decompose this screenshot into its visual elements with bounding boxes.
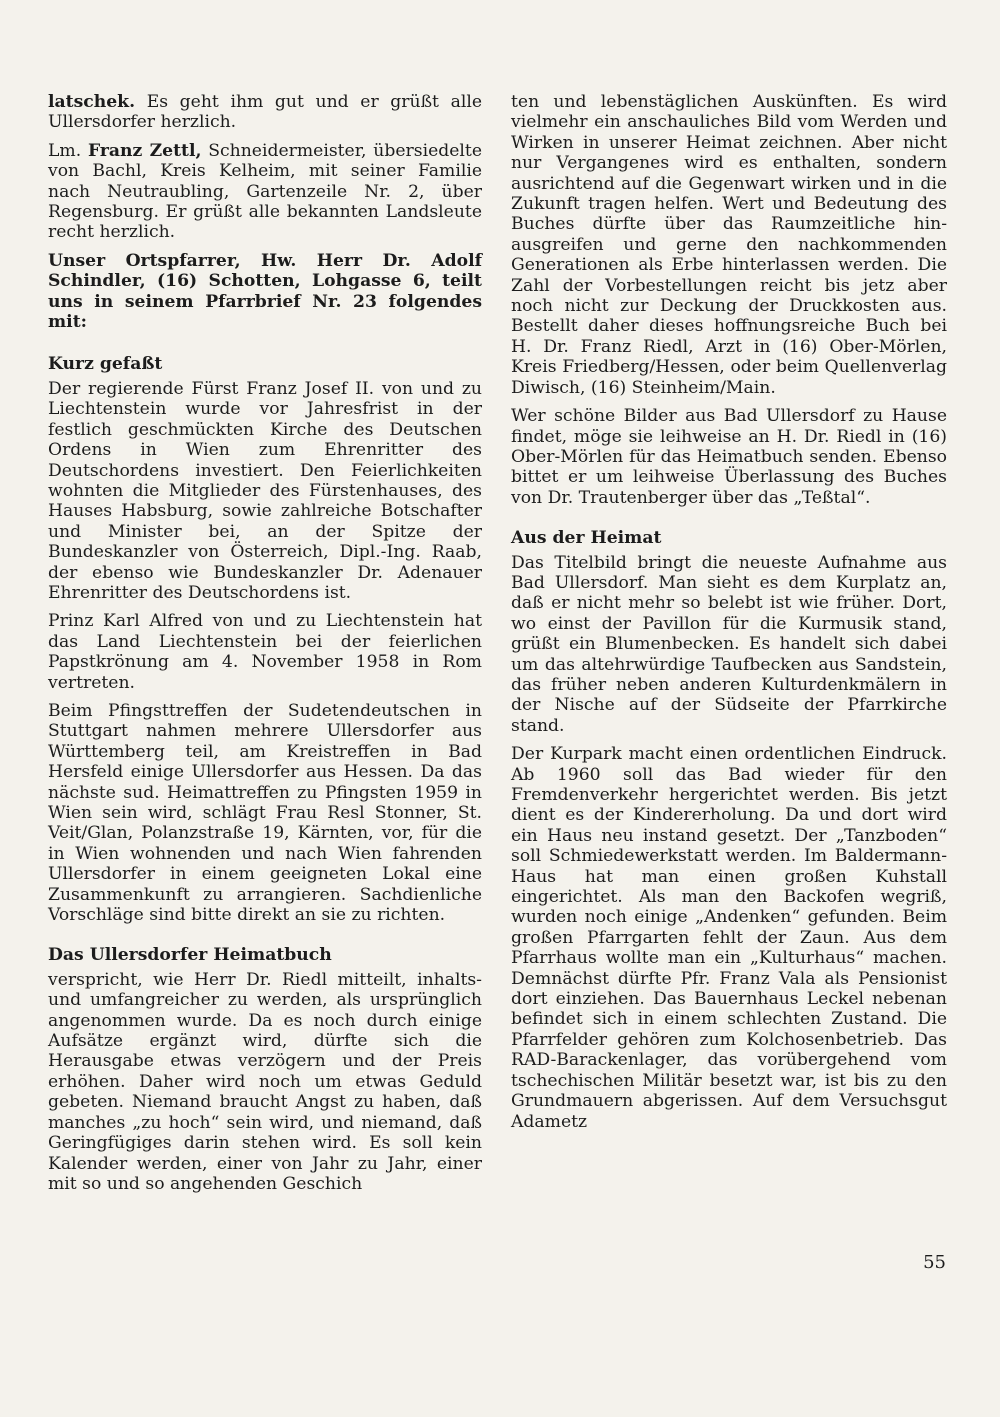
paragraph: ten und lebenstäglichen Auskünften. Es wird vielmehr ein anschauliches Bild vom Werden und Wirken in unserer Heimat zeichnen. Aber nicht nur Vergangenes wird es enthalten, sondern ausrichtend auf die Gegenwart wirken und in die Zukunft tragen helfen. Wert und Bedeutung des Buches dürfte über das Raumzeitliche hinausgreifen und gerne den nachkommenden Generationen als Erbe hinterlassen werden. Die Zahl der Vorbestellungen reicht bis jetz aber noch nicht zur Deckung der Druckkosten aus. Bestellt daher dieses hoffnungsreiche Buch bei H. Dr. Franz Riedl, Arzt in (16) Ober-Mörlen, Kreis Friedberg/Hessen, oder beim Quellenverlag Diwisch, (16) Steinheim/Main. [511,92,947,398]
paragraph: Prinz Karl Alfred von und zu Liechtenstein hat das Land Liechtenstein bei der feierlichen Papstkrönung am 4. November 1958 in Rom vertreten. [48,611,482,693]
paragraph: Der regierende Fürst Franz Josef II. von und zu Liechtenstein wurde vor Jahresfrist in der festlich geschmückten Kirche des Deutschen Ordens in Wien zum Ehrenritter des Deutschordens investiert. Den Feierlichkeiten wohnten die Mitglieder des Fürstenhauses, des Hauses Habsburg, sowie zahlreiche Botschafter und Minister bei, an der Spitze der Bundeskanzler von Österreich, Dipl.-Ing. Raab, der ebenso wie Bundeskanzler Dr. Adenauer Ehrenritter des Deutschordens ist. [48,378,482,603]
section-heading: Das Ullersdorfer Heimatbuch [48,945,332,966]
paragraph: verspricht, wie Herr Dr. Riedl mitteilt, inhalts- und umfangreicher zu werden, als ursprünglich angenommen wurde. Da es noch durch einige Aufsätze ergänzt wird, dürfte sich die Herausgabe etwas verzögern und der Preis erhöhen. Daher wird noch um etwas Geduld gebeten. Niemand braucht Angst zu haben, daß manches „zu hoch“ sein wird, und niemand, daß Geringfügiges darin stehen wird. Es soll kein Kalender werden, einer von Jahr zu Jahr, einer mit so und so angehenden Geschich [48,969,482,1194]
paragraph [48,92,482,133]
page-number: 55 [923,1252,946,1273]
announcement-paragraph: Unser Ortspfarrer, Hw. Herr Dr. Adolf Schindler, (16) Schotten, Lohgasse 6, teilt uns in seinem Pfarrbrief Nr. 23 folgendes mit: [48,250,482,333]
left-column [48,92,482,1202]
paragraph-text: Es geht ihm gut und er grüßt alle Ullersdorfer herzlich. [48,92,482,133]
section-heading: Aus der Heimat [511,528,662,549]
paragraph-text: Schneidermeister, übersiedelte von Bachl, Kreis Kelheim, mit seiner Familie nach Neutraubling, Gartenzeile Nr. 2, über Regensburg. Er grüßt alle bekannten Landsleute recht herzlich. [48,140,482,243]
paragraph [48,141,482,243]
paragraph: Beim Pfingsttreffen der Sudetendeutschen in Stuttgart nahmen mehrere Ullersdorfer aus Württemberg teil, am Kreistreffen in Bad Hersfeld einige Ullersdorfer aus Hessen. Da das nächste sud. Heimattreffen zu Pfingsten 1959 in Wien sein wird, schlägt Frau Resl Stonner, St. Veit/Glan, Polanzstraße 19, Kärnten, vor, für die in Wien wohnenden und nach Wien fahrenden Ullersdorfer in einem geeigneten Lokal eine Zusammenkunft zu arrangieren. Sachdienliche Vorschläge sind bitte direkt an sie zu richten. [48,700,482,926]
right-column [511,92,947,1140]
paragraph: Das Titelbild bringt die neueste Aufnahme aus Bad Ullersdorf. Man sieht es dem Kurplatz an, daß er nicht mehr so belebt ist wie früher. Dort, wo einst der Pavillon für die Kurmusik stand, grüßt ein Blumenbecken. Es handelt sich dabei um das altehrwürdige Taufbecken aus Sandstein, das früher neben anderen Kulturdenkmälern in der Nische auf der Südseite der Pfarrkirche stand. [511,552,947,736]
paragraph: Der Kurpark macht einen ordentlichen Eindruck. Ab 1960 soll das Bad wieder für den Fremdenverkehr hergerichtet werden. Bis jetzt dient es der Kindererholung. Da und dort wird ein Haus neu instand gesetzt. Der „Tanzboden“ soll Schmiedewerkstatt werden. Im Baldermann-Haus hat man einen großen Kuhstall eingerichtet. Als man den Backofen wegriß, wurden noch einige „Andenken“ gefunden. Beim großen Pfarrgarten fehlt der Zaun. Aus dem Pfarrhaus wollte man ein „Kulturhaus“ machen. Demnächst dürfte Pfr. Franz Vala als Pensionist dort einziehen. Das Bauernhaus Leckel nebenan befindet sich in einem schlechten Zustand. Die Pfarrfelder gehören zum Kolchosenbetrieb. Das RAD-Barackenlager, das vorübergehend vom tschechischen Militär besetzt war, ist bis zu den Grundmauern abgerissen. Auf dem Versuchsgut Adametz [511,744,947,1132]
bold-name: Franz Zettl, [87,140,202,161]
section-heading: Kurz gefaßt [48,354,163,375]
bold-name: latschek. [48,92,136,112]
paragraph: Wer schöne Bilder aus Bad Ullersdorf zu Hause findet, möge sie leihweise an H. Dr. Riedl in (16) Ober-Mörlen für das Heimatbuch senden. Ebenso bittet er um leihweise Überlassung des Buches von Dr. Trautenberger über das „Teßtal“. [511,406,947,508]
paragraph-text: Lm. [48,140,88,161]
